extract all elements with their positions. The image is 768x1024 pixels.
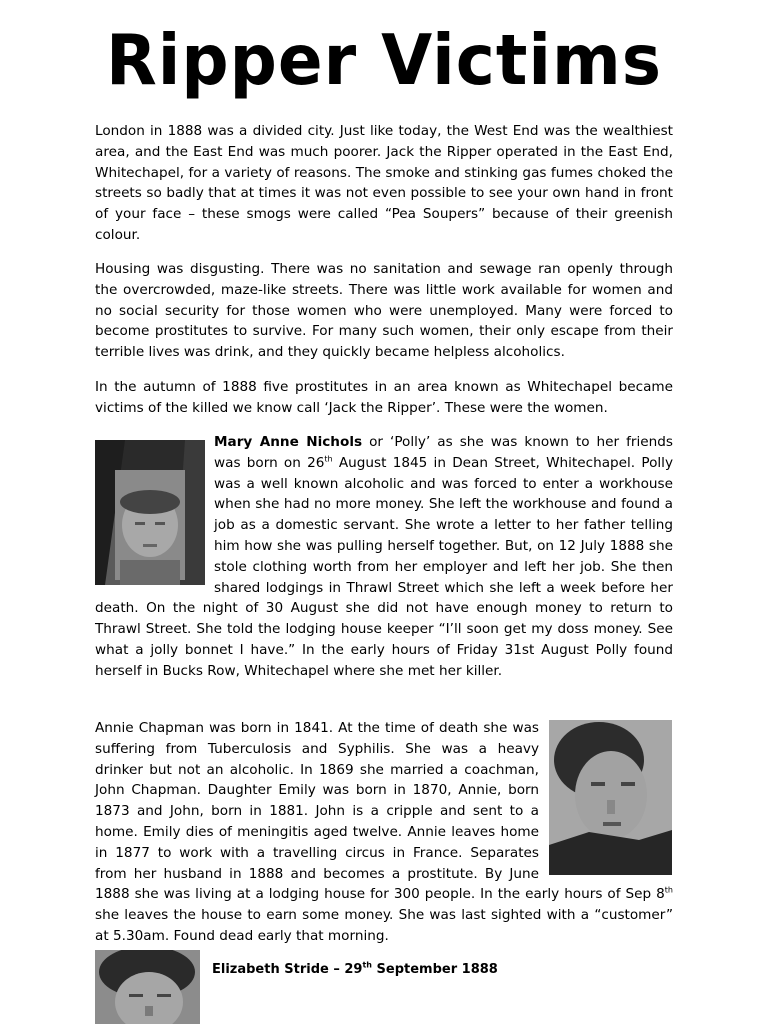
- nichols-photo-spacer: [95, 432, 214, 594]
- chapman-paragraph: [95, 718, 673, 947]
- stride-photo: [95, 950, 200, 1024]
- stride-sup: th: [362, 960, 372, 970]
- chapman-sup: th: [664, 885, 673, 895]
- page-title: Ripper Victims: [105, 20, 663, 101]
- intro-section-3: [95, 377, 673, 419]
- nichols-name: Mary Anne Nichols: [214, 434, 363, 450]
- intro-paragraph-1: London in 1888 was a divided city. Just like today, the West End was the wealthiest area, and the East End was much poorer. Jack the Ripper operated in the East End, Whitechapel, for a variety of reasons. The smoke and stinking gas fumes choked the streets so badly that at times it was not even possible to see your own hand in front of your face – these smogs were called “Pea Soupers” because of their greenish colour.: [95, 123, 673, 243]
- nichols-text-b: August 1845 in Dean Street, Whitechapel. Polly was a well known alcoholic and was forced to enter a workhouse when she had no more money. She left the workhouse and found a job as a domestic servant. She wrote a letter to her father telling him how she was pulling herself together. But, on 12 July 1888 she stole clothing worth from her employer and left her job. She then shared lodgings in Thrawl Street which she left a week before her death. On the night of 30 August she did not have enough money to return to Thrawl Street. She told the lodging house keeper “I’ll soon get my doss money. See what a jolly bonnet I have.” In the early hours of Friday 31st August Polly found herself in Bucks Row, Whitechapel where she met her killer.: [95, 454, 674, 679]
- stride-heading: [212, 962, 498, 977]
- nichols-sup: th: [324, 454, 333, 464]
- stride-heading-a: Elizabeth Stride – 29: [212, 962, 363, 977]
- chapman-text-b: she leaves the house to earn some money. She was last sighted with a “customer” at 5.30am. Found dead early that morning.: [95, 907, 673, 944]
- nichols-paragraph: [95, 432, 673, 682]
- chapman-photo-spacer: [539, 718, 673, 880]
- chapman-section: [95, 718, 673, 947]
- intro-paragraph-3: In the autumn of 1888 five prostitutes in an area known as Whitechapel became victims of the killed we know call ‘Jack the Ripper’. These were the women.: [95, 379, 673, 416]
- intro-section-2: [95, 259, 673, 363]
- chapman-text-a: Annie Chapman was born in 1841. At the time of death she was suffering from Tuberculosis and Syphilis. She was a heavy drinker but not an alcoholic. In 1869 she married a coachman, John Chapman. Daughter Emily was born in 1870, Annie, born 1873 and John, born in 1881. John is a cripple and sent to a home. Emily dies of meningitis aged twelve. Annie leaves home in 1877 to work with a travelling circus in France. Separates from her husband in 1888 and becomes a prostitute. By June 1888 she was living at a lodging house for 300 people. In the early hours of Sep 8: [95, 720, 665, 903]
- intro-paragraph-2: Housing was disgusting. There was no sanitation and sewage ran openly through the overcrowded, maze-like streets. There was little work available for women and no social security for those women who were unemployed. Many were forced to become prostitutes to survive. For many such women, their only escape from their terrible lives was drink, and they quickly became helpless alcoholics.: [95, 261, 673, 361]
- intro-section: [95, 121, 673, 246]
- nichols-section: [95, 432, 673, 682]
- stride-heading-b: September 1888: [372, 962, 498, 977]
- nichols-text-a: or ‘Polly’ as she was known to her friends was born on 26: [214, 434, 673, 471]
